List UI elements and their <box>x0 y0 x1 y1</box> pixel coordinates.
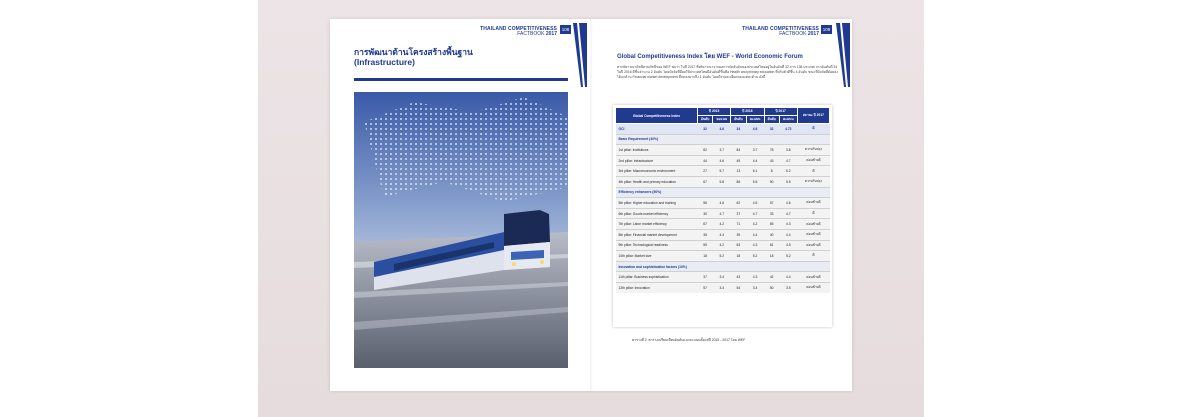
row-value: 3.4 <box>713 272 731 283</box>
row-value: 4.4 <box>779 229 797 240</box>
row-label: 9th pillar: Technological readiness <box>616 240 698 251</box>
row-status: ค่อนข้างดี <box>797 272 829 283</box>
right-page-header <box>742 27 819 38</box>
row-label: 5th pillar: Higher education and training <box>616 198 698 209</box>
row-value: 43 <box>764 155 779 166</box>
row-value: 4.3 <box>779 219 797 230</box>
section-title: Basic Requirement (40%) <box>616 134 830 145</box>
row-value: 27 <box>698 166 713 177</box>
row-value: 18 <box>764 251 779 262</box>
row-label: 8th pillar: Financial market development <box>616 229 698 240</box>
row-value: 43 <box>731 272 746 283</box>
row-value: 3.5 <box>779 282 797 292</box>
row-value: 13 <box>731 166 746 177</box>
rank-subheader: อันดับ <box>698 116 713 124</box>
left-page-title <box>354 47 564 67</box>
score-subheader: คะแนน <box>713 116 731 124</box>
section-title: Innovation and sophistication factors (10%) <box>616 261 830 272</box>
rank-subheader: อันดับ <box>764 116 779 124</box>
table-row <box>616 229 830 240</box>
row-value: 33 <box>764 208 779 219</box>
row-value: 5.8 <box>713 176 731 187</box>
row-value: 5.5 <box>779 176 797 187</box>
row-value: 49 <box>731 155 746 166</box>
year-header: ปี 2016 <box>731 108 764 116</box>
row-value: 59 <box>698 240 713 251</box>
table-row <box>616 208 830 219</box>
row-value: 4.4 <box>713 229 731 240</box>
row-value: 32 <box>764 124 779 135</box>
row-status: ดี <box>797 124 829 135</box>
row-value: 78 <box>764 145 779 156</box>
row-value: 61 <box>764 240 779 251</box>
row-value: 40 <box>764 229 779 240</box>
row-value: 18 <box>731 251 746 262</box>
row-status: ค่อนข้างดี <box>797 282 829 292</box>
row-value: 4.72 <box>779 124 797 135</box>
row-value: 62 <box>731 198 746 209</box>
table-row <box>616 176 830 187</box>
table-row <box>616 166 830 177</box>
table-row <box>616 198 830 209</box>
table-row <box>616 251 830 262</box>
header-factbook: FACTBOOK 2017 <box>779 31 819 38</box>
section-row <box>616 187 830 198</box>
table-row <box>616 240 830 251</box>
row-value: 34 <box>731 124 746 135</box>
skytrain-illustration <box>354 92 568 368</box>
row-label: 1st pillar: Institutions <box>616 145 698 156</box>
row-value: 4.7 <box>779 208 797 219</box>
rank-subheader: อันดับ <box>731 116 746 124</box>
row-value: 35 <box>698 229 713 240</box>
row-value: 90 <box>764 176 779 187</box>
row-value: 6.1 <box>746 166 764 177</box>
row-status: ดี <box>797 251 829 262</box>
row-value: 4.7 <box>746 208 764 219</box>
row-status: ค่อนข้างดี <box>797 219 829 230</box>
table-row <box>616 124 830 135</box>
table-row <box>616 155 830 166</box>
year-header: ปี 2017 <box>764 108 797 116</box>
row-label: 12th pillar: Innovation <box>616 282 698 292</box>
row-status: ค่อนข้างดี <box>797 240 829 251</box>
row-value: 5.2 <box>746 251 764 262</box>
row-value: 30 <box>698 208 713 219</box>
row-value: 57 <box>764 198 779 209</box>
row-label: 3rd pillar: Macroeconomic environment <box>616 166 698 177</box>
header-stripe-icon <box>571 23 587 87</box>
table-row <box>616 282 830 292</box>
row-value: 82 <box>698 145 713 156</box>
row-label: GCI <box>616 124 698 135</box>
table-caption: ตารางที่ 2: ตารางเปรียบเทียบอันดับและคะแนนตั้งแต่ปี 2015 - 2017 โดย WEF <box>632 338 746 342</box>
row-status: ดี <box>797 166 829 177</box>
section-row <box>616 261 830 272</box>
header-factbook: FACTBOOK 2017 <box>517 31 557 38</box>
row-value: 4.2 <box>713 219 731 230</box>
row-value: 3.7 <box>746 145 764 156</box>
intro-paragraph: หากพิจารณาดัชนีตามดัชนีของ WEF พบว่า ในปี 2017 ซึ่งพิจารณาจากผลการจัดอันดับของประเทศไทยอยู่ในอันดับที่ 32 จาก 138 ประเทศ จากอันดับที่ 34 ในปี 2016 ดีขึ้นจำนวน 2 อันดับ โดยปัจจัยที่มีผลให้ประเทศไทยมีอันดับดีขึ้นคือ Health and primary education ที่ปรับตัวดีขึ้น 4 อันดับ ขณะที่ปัจจัยที่ด้อยลงได้แก่ด้าน Financial market development ที่ลดลงมากถึง 1 อันดับ โดยมีรายละเอียดของแต่ละด้าน ดังนี้ <box>617 65 838 80</box>
row-label: 10th pillar: Market size <box>616 251 698 262</box>
row-value: 37 <box>731 208 746 219</box>
row-value: 5.7 <box>713 166 731 177</box>
row-value: 39 <box>731 229 746 240</box>
row-value: 8 <box>764 166 779 177</box>
row-value: 67 <box>698 176 713 187</box>
row-value: 4.6 <box>713 155 731 166</box>
header-brand: THAILAND COMPETITIVENESS <box>742 26 819 32</box>
row-value: 5.5 <box>746 176 764 187</box>
row-label: 4th pillar: Health and primary education <box>616 176 698 187</box>
row-value: 42 <box>764 272 779 283</box>
section-title: Efficiency enhancers (50%) <box>616 187 830 198</box>
row-value: 37 <box>698 272 713 283</box>
row-label: 11th pillar: Business sophistication <box>616 272 698 283</box>
header-brand: THAILAND COMPETITIVENESS <box>480 26 557 32</box>
row-status: ดี <box>797 208 829 219</box>
row-label: 7th pillar: Labor market efficiency <box>616 219 698 230</box>
row-value: 56 <box>698 198 713 209</box>
row-value: 4.6 <box>713 124 731 135</box>
row-status: ค่อนข้างดี <box>797 229 829 240</box>
row-value: 3.4 <box>713 282 731 292</box>
row-label: 2nd pillar: Infrastructure <box>616 155 698 166</box>
row-value: 6.2 <box>779 166 797 177</box>
row-value: 4.4 <box>746 229 764 240</box>
row-value: 3.8 <box>779 145 797 156</box>
table-body <box>616 124 830 293</box>
row-value: 4.5 <box>779 240 797 251</box>
row-value: 5.2 <box>713 251 731 262</box>
right-page-number: 109 <box>822 27 831 32</box>
row-value: 4.6 <box>746 124 764 135</box>
row-status: ค่อนข้างดี <box>797 198 829 209</box>
row-value: 5.2 <box>779 251 797 262</box>
row-value: 4.6 <box>713 198 731 209</box>
row-value: 65 <box>764 219 779 230</box>
score-subheader: คะแนน <box>746 116 764 124</box>
row-value: 4.2 <box>746 219 764 230</box>
row-value: 86 <box>731 176 746 187</box>
header-label: Global Competitiveness Index <box>616 108 698 124</box>
row-value: 3.7 <box>713 145 731 156</box>
skytrain-photo <box>354 92 568 368</box>
row-value: 4.7 <box>779 155 797 166</box>
title-english: (Infrastructure) <box>354 57 415 68</box>
book-spread <box>330 19 852 391</box>
row-value: 84 <box>731 145 746 156</box>
section-row <box>616 134 830 145</box>
row-value: 18 <box>698 251 713 262</box>
row-value: 4.5 <box>746 198 764 209</box>
status-header: สถานะ ปี 2017 <box>797 108 829 124</box>
right-page-title: Global Competitiveness Index โดย WEF - World Economic Forum <box>617 54 803 60</box>
right-page <box>592 19 852 391</box>
row-value: 4.7 <box>713 208 731 219</box>
row-value: 63 <box>731 240 746 251</box>
table-row <box>616 145 830 156</box>
row-value: 4.3 <box>746 240 764 251</box>
left-page-header <box>480 27 557 38</box>
row-label: 6th pillar: Goods market efficiency <box>616 208 698 219</box>
row-value: 44 <box>698 155 713 166</box>
left-page-number: 108 <box>561 27 570 32</box>
row-status: ค่อนข้างดี <box>797 155 829 166</box>
table-row <box>616 272 830 283</box>
row-value: 4.6 <box>779 198 797 209</box>
table-row <box>616 219 830 230</box>
title-thai: การพัฒนาด้านโครงสร้างพื้นฐาน <box>354 47 473 57</box>
title-rule <box>354 78 568 81</box>
gci-table <box>615 107 830 293</box>
row-value: 32 <box>698 124 713 135</box>
row-value: 4.4 <box>746 155 764 166</box>
score-subheader: คะแนน <box>779 116 797 124</box>
row-value: 4.4 <box>779 272 797 283</box>
row-value: 50 <box>764 282 779 292</box>
row-status: ควรปรับปรุง <box>797 176 829 187</box>
left-page <box>330 19 591 391</box>
row-value: 54 <box>731 282 746 292</box>
row-value: 71 <box>731 219 746 230</box>
row-value: 4.2 <box>713 240 731 251</box>
row-value: 67 <box>698 219 713 230</box>
row-value: 4.3 <box>746 272 764 283</box>
row-status: ควรปรับปรุง <box>797 145 829 156</box>
row-value: 57 <box>698 282 713 292</box>
year-header: ปี 2015 <box>698 108 731 116</box>
row-value: 3.4 <box>746 282 764 292</box>
